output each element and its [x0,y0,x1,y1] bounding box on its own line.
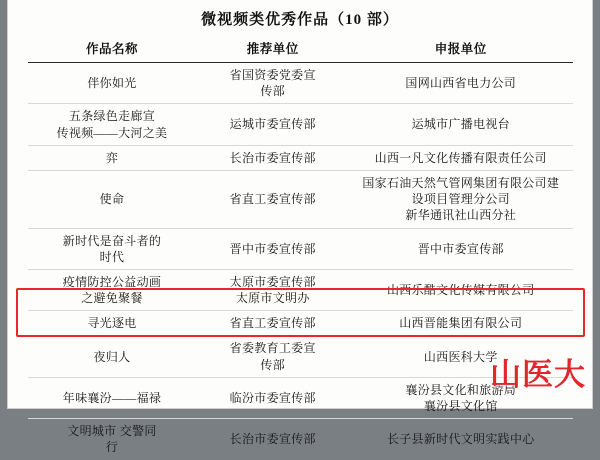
document-sheet [8,0,592,455]
cell-recommender [196,145,349,170]
cell-work-name [28,269,197,310]
cell-recommender-line: 长治市委宣传部 [229,432,316,447]
cell-declarer-line: 运城市广播电视台 [411,117,510,132]
cell-work-name-line: 伴你如光 [87,76,137,91]
page-title: 微视频类优秀作品（10 部） [201,12,399,28]
cell-declarer-line: 新华通讯社山西分社 [405,208,517,223]
cell-recommender-line: 省国资委党委宣 [229,68,316,82]
cell-recommender-line: 传部 [260,84,286,99]
cell-declarer [349,63,572,104]
cell-work-name-line: 五条绿色走廊宣 [68,109,156,124]
cell-work-name-line: 时代 [99,249,125,264]
table-row [28,419,573,460]
cell-recommender [196,269,349,310]
cell-recommender-line: 临汾市委宣传部 [229,390,316,405]
awards-table [28,35,573,460]
cell-declarer-line: 国家石油天然气管网集团有限公司建 [362,175,560,190]
cell-declarer [349,170,572,228]
cell-recommender-line: 省直工委宣传部 [229,192,316,207]
table-row [28,228,573,269]
cell-declarer [349,269,572,310]
table-body [28,63,573,460]
table-row [28,63,573,104]
cell-work-name [28,63,197,104]
cell-recommender [196,377,349,418]
table-row [28,269,573,310]
cell-work-name-line: 行 [105,440,119,455]
column-header-name: 作品名称 [28,35,197,63]
cell-declarer-line: 长子县新时代文明实践中心 [386,432,535,447]
cell-declarer-line: 国网山西省电力公司 [405,76,517,91]
cell-recommender-line: 省直工委宣传部 [229,316,316,331]
cell-work-name [28,145,197,170]
cell-declarer-line: 山西乐酷文化传媒有限公司 [386,282,535,297]
cell-work-name [28,170,197,228]
cell-work-name [28,228,197,269]
cell-work-name-line: 寻光逐电 [87,316,137,331]
cell-recommender [196,336,349,377]
cell-work-name-line: 文明城市 交警同 [67,424,157,439]
table-header-row [28,35,573,63]
cell-declarer [349,228,572,269]
cell-work-name-line: 夜归人 [93,349,131,364]
cell-recommender [196,228,349,269]
cell-declarer-line: 山西晋能集团有限公司 [399,316,523,331]
table-row [28,104,573,145]
cell-declarer-line: 襄汾县文化和旅游局 [405,382,517,397]
cell-work-name-line: 传视频——大河之美 [56,125,168,140]
cell-recommender-line: 运城市委宣传部 [229,117,316,132]
cell-work-name-line: 之避免聚餐 [81,291,143,306]
cell-work-name [28,419,197,460]
cell-recommender [196,419,349,460]
column-header-declarer: 申报单位 [349,35,572,63]
cell-recommender [196,170,349,228]
cell-declarer [349,104,572,145]
cell-recommender-line: 长治市委宣传部 [229,150,316,165]
table-row [28,145,573,170]
cell-work-name [28,311,197,336]
cell-declarer [349,311,572,336]
table-row [28,311,573,336]
cell-recommender [196,104,349,145]
table-header [28,35,573,63]
cell-recommender-line: 省委教育工委宣 [229,341,316,356]
cell-declarer-line: 襄汾县文化馆 [423,399,498,413]
cell-work-name-line: 弈 [105,150,119,165]
cell-recommender-line: 太原市委宣传部 [229,274,316,289]
cell-recommender-line: 太原市文明办 [235,291,310,306]
watermark-logo [490,349,586,394]
cell-work-name [28,377,197,418]
cell-recommender-line: 晋中市委宣传部 [229,241,316,256]
cell-work-name-line: 疫情防控公益动画 [62,274,162,289]
cell-declarer-line: 山西一凡文化传播有限责任公司 [374,150,547,165]
cell-work-name-line: 新时代是奋斗者的 [62,233,162,248]
table-row [28,170,573,228]
cell-work-name-line: 使命 [99,192,125,207]
cell-work-name-line: 年味襄汾——福禄 [62,390,162,405]
cell-declarer-line: 晋中市委宣传部 [417,241,504,256]
cell-declarer-line: 设项目管理分公司 [411,192,510,207]
cell-declarer [349,419,572,460]
cell-declarer-line: 山西医科大学 [423,349,498,364]
cell-recommender [196,311,349,336]
cell-work-name [28,104,197,145]
cell-declarer [349,145,572,170]
column-header-recommender: 推荐单位 [196,35,349,63]
cell-work-name [28,336,197,377]
cell-recommender-line: 传部 [260,357,286,372]
watermark-text: 山医大 [490,357,586,392]
cell-recommender [196,63,349,104]
